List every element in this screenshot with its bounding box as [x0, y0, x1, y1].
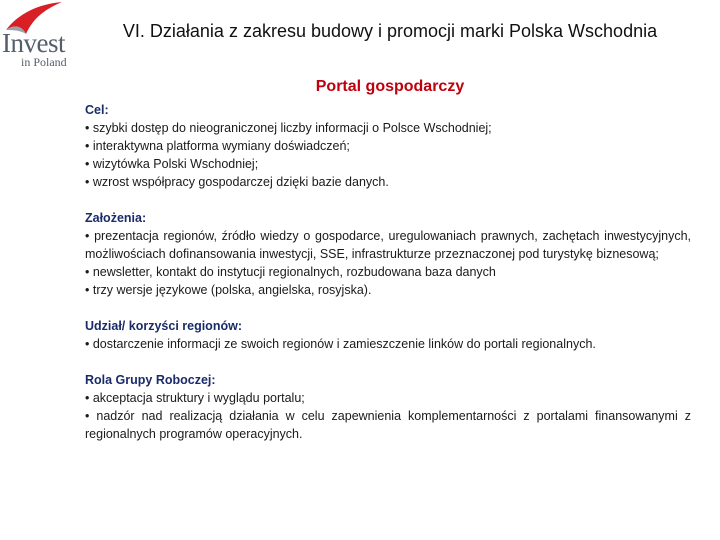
section-title: Rola Grupy Roboczej: [85, 373, 216, 387]
section-rola-grupy-roboczej [85, 371, 691, 443]
list-item: • interaktywna platforma wymiany doświadczeń; [85, 139, 350, 153]
list-item: • nadzór nad realizacją działania w celu zapewnienia komplementarności z portalami finansowanymi z regionalnych programów operacyjnych. [85, 409, 691, 441]
list-item: • prezentacja regionów, źródło wiedzy o gospodarce, uregulowaniach prawnych, zachętach inwestycyjnych, możliwościach dofinansowania inwestycji, SSE, infrastrukturze przeznaczonej pod turystykę biznesową; [85, 229, 691, 261]
list-item: • newsletter, kontakt do instytucji regionalnych, rozbudowana baza danych [85, 265, 496, 279]
content-body [85, 101, 691, 461]
logo-sub-text: in Poland [21, 55, 67, 69]
section-title: Cel: [85, 103, 109, 117]
list-item: • dostarczenie informacji ze swoich regionów i zamieszczenie linków do portali regionalnych. [85, 337, 596, 351]
section-title: Udział/ korzyści regionów: [85, 319, 242, 333]
section-udzial-regionow [85, 317, 691, 353]
page-subtitle: Portal gospodarczy [315, 78, 465, 95]
page-title: VI. Działania z zakresu budowy i promocji marki Polska Wschodnia [122, 21, 658, 41]
list-item: • szybki dostęp do nieograniczonej liczby informacji o Polsce Wschodniej; [85, 121, 492, 135]
list-item: • trzy wersje językowe (polska, angielska, rosyjska). [85, 283, 372, 297]
section-cel [85, 101, 691, 191]
section-zalozenia [85, 209, 691, 299]
list-item: • wzrost współpracy gospodarczej dzięki bazie danych. [85, 175, 389, 189]
invest-in-poland-logo [0, 0, 82, 72]
logo-brand-text: Invest [2, 28, 65, 58]
section-title: Założenia: [85, 211, 147, 225]
list-item: • akceptacja struktury i wyglądu portalu; [85, 391, 305, 405]
list-item: • wizytówka Polski Wschodniej; [85, 157, 259, 171]
